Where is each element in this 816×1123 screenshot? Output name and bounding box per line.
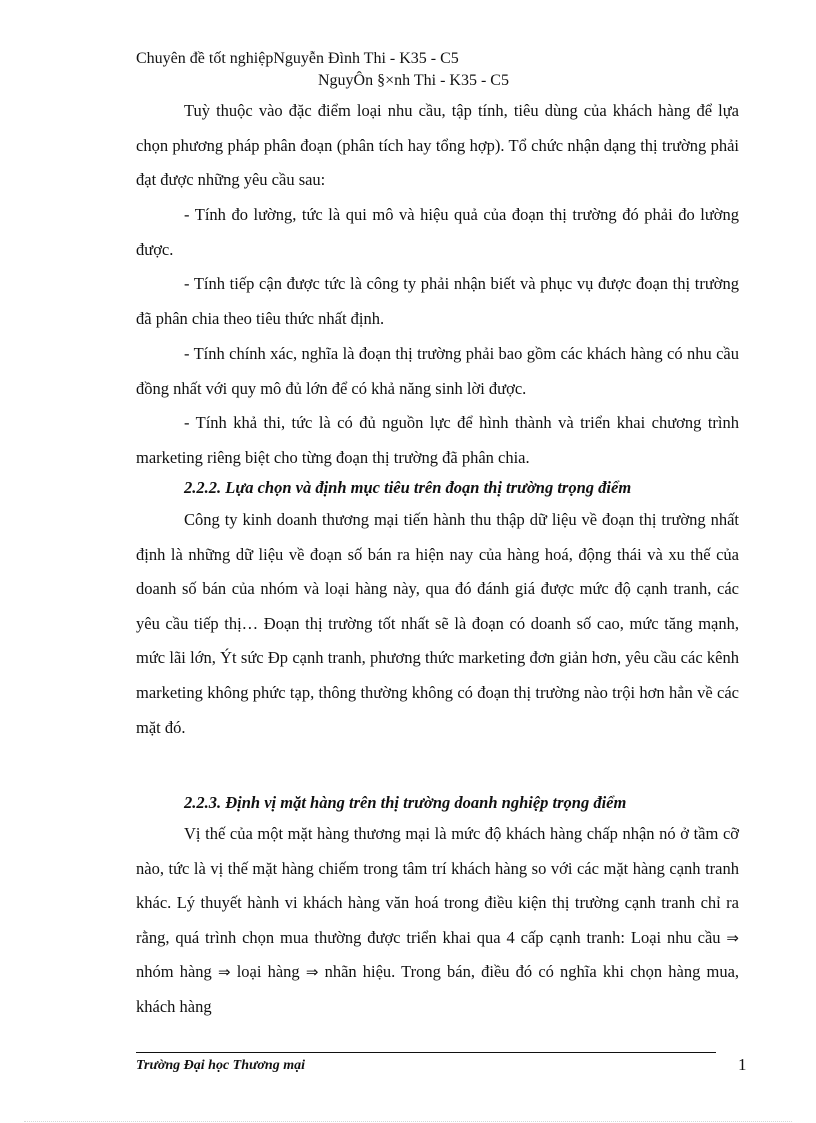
running-header-line-1: Chuyên đề tốt nghiệpNguyễn Đình Thi - K35 - C5	[136, 50, 459, 67]
positioning-stage-product-group: nhóm hàng	[136, 962, 212, 982]
running-header-line-2: NguyÔn §×nh Thi - K35 - C5	[318, 72, 509, 89]
footer-school-name: Trường Đại học Thương mại	[136, 1058, 305, 1073]
paragraph-positioning	[136, 817, 739, 1025]
paragraph-accessibility: - Tính tiếp cận được tức là công ty phải nhận biết và phục vụ được đoạn thị trường đã phân chia theo tiêu thức nhất định.	[136, 274, 739, 328]
footer-rule	[136, 1052, 716, 1053]
implies-arrow-icon: ⇒	[217, 963, 231, 982]
positioning-stage-product-type: loại hàng	[236, 962, 300, 982]
paragraph-target-selection: Công ty kinh doanh thương mại tiến hành thu thập dữ liệu về đoạn thị trường nhất định là những dữ liệu về đoạn số bán ra hiện nay của hàng hoá, động thái và xu thế của doanh số bán của nhóm và loại hàng này, qua đó đánh giá được mức độ cạnh tranh, các yêu cầu tiếp thị… Đoạn thị trường tốt nhất sẽ là đoạn có doanh số cao, mức tăng mạnh, mức lãi lớn, Ýt sức Ðp cạnh tranh, phương thức marketing đơn giản hơn, yêu cầu các kênh marketing không phức tạp, thông thường không có đoạn thị trường nào trội hơn hẳn về các mặt đó.	[136, 510, 739, 737]
implies-arrow-icon: ⇒	[305, 963, 319, 982]
page-number: 1	[738, 1055, 747, 1074]
paragraph-measurability: - Tính đo lường, tức là qui mô và hiệu quả của đoạn thị trường đó phải đo lường được.	[136, 205, 739, 259]
paragraph-intro: Tuỳ thuộc vào đặc điểm loại nhu cầu, tập tính, tiêu dùng của khách hàng để lựa chọn phương pháp phân đoạn (phân tích hay tổng hợp). Tổ chức nhận dạng thị trường phải đạt được những yêu cầu sau:	[136, 101, 739, 190]
section-heading-2-2-3: 2.2.3. Định vị mặt hàng trên thị trường doanh nghiệp trọng điểm	[184, 793, 627, 812]
paragraph-feasibility: - Tính khả thi, tức là có đủ nguồn lực để hình thành và triển khai chương trình marketing riêng biệt cho từng đoạn thị trường đã phân chia.	[136, 413, 739, 467]
positioning-text-end: nhãn hiệu. Trong bán, điều đó có nghĩa khi chọn hàng mua, khách hàng	[136, 962, 740, 1016]
positioning-text-start: Vị thế của một mặt hàng thương mại là mức độ khách hàng chấp nhận nó ở tầm cỡ nào, tức là vị thế mặt hàng chiếm trong tâm trí khách hàng so với các mặt hàng cạnh tranh khác. Lý thuyết hành vi khách hàng văn hoá trong điều kiện thị trường cạnh tranh chỉ ra rằng, quá trình chọn mua thường được triển khai qua 4 cấp cạnh tranh: Loại nhu cầu	[136, 824, 739, 947]
implies-arrow-icon: ⇒	[726, 928, 739, 947]
section-heading-2-2-2: 2.2.2. Lựa chọn và định mục tiêu trên đoạn thị trường trọng điểm	[184, 478, 632, 497]
page-edge-divider	[24, 1121, 792, 1122]
paragraph-accuracy: - Tính chính xác, nghĩa là đoạn thị trường phải bao gồm các khách hàng có nhu cầu đồng nhất với quy mô đủ lớn để có khả năng sinh lời được.	[136, 344, 739, 398]
